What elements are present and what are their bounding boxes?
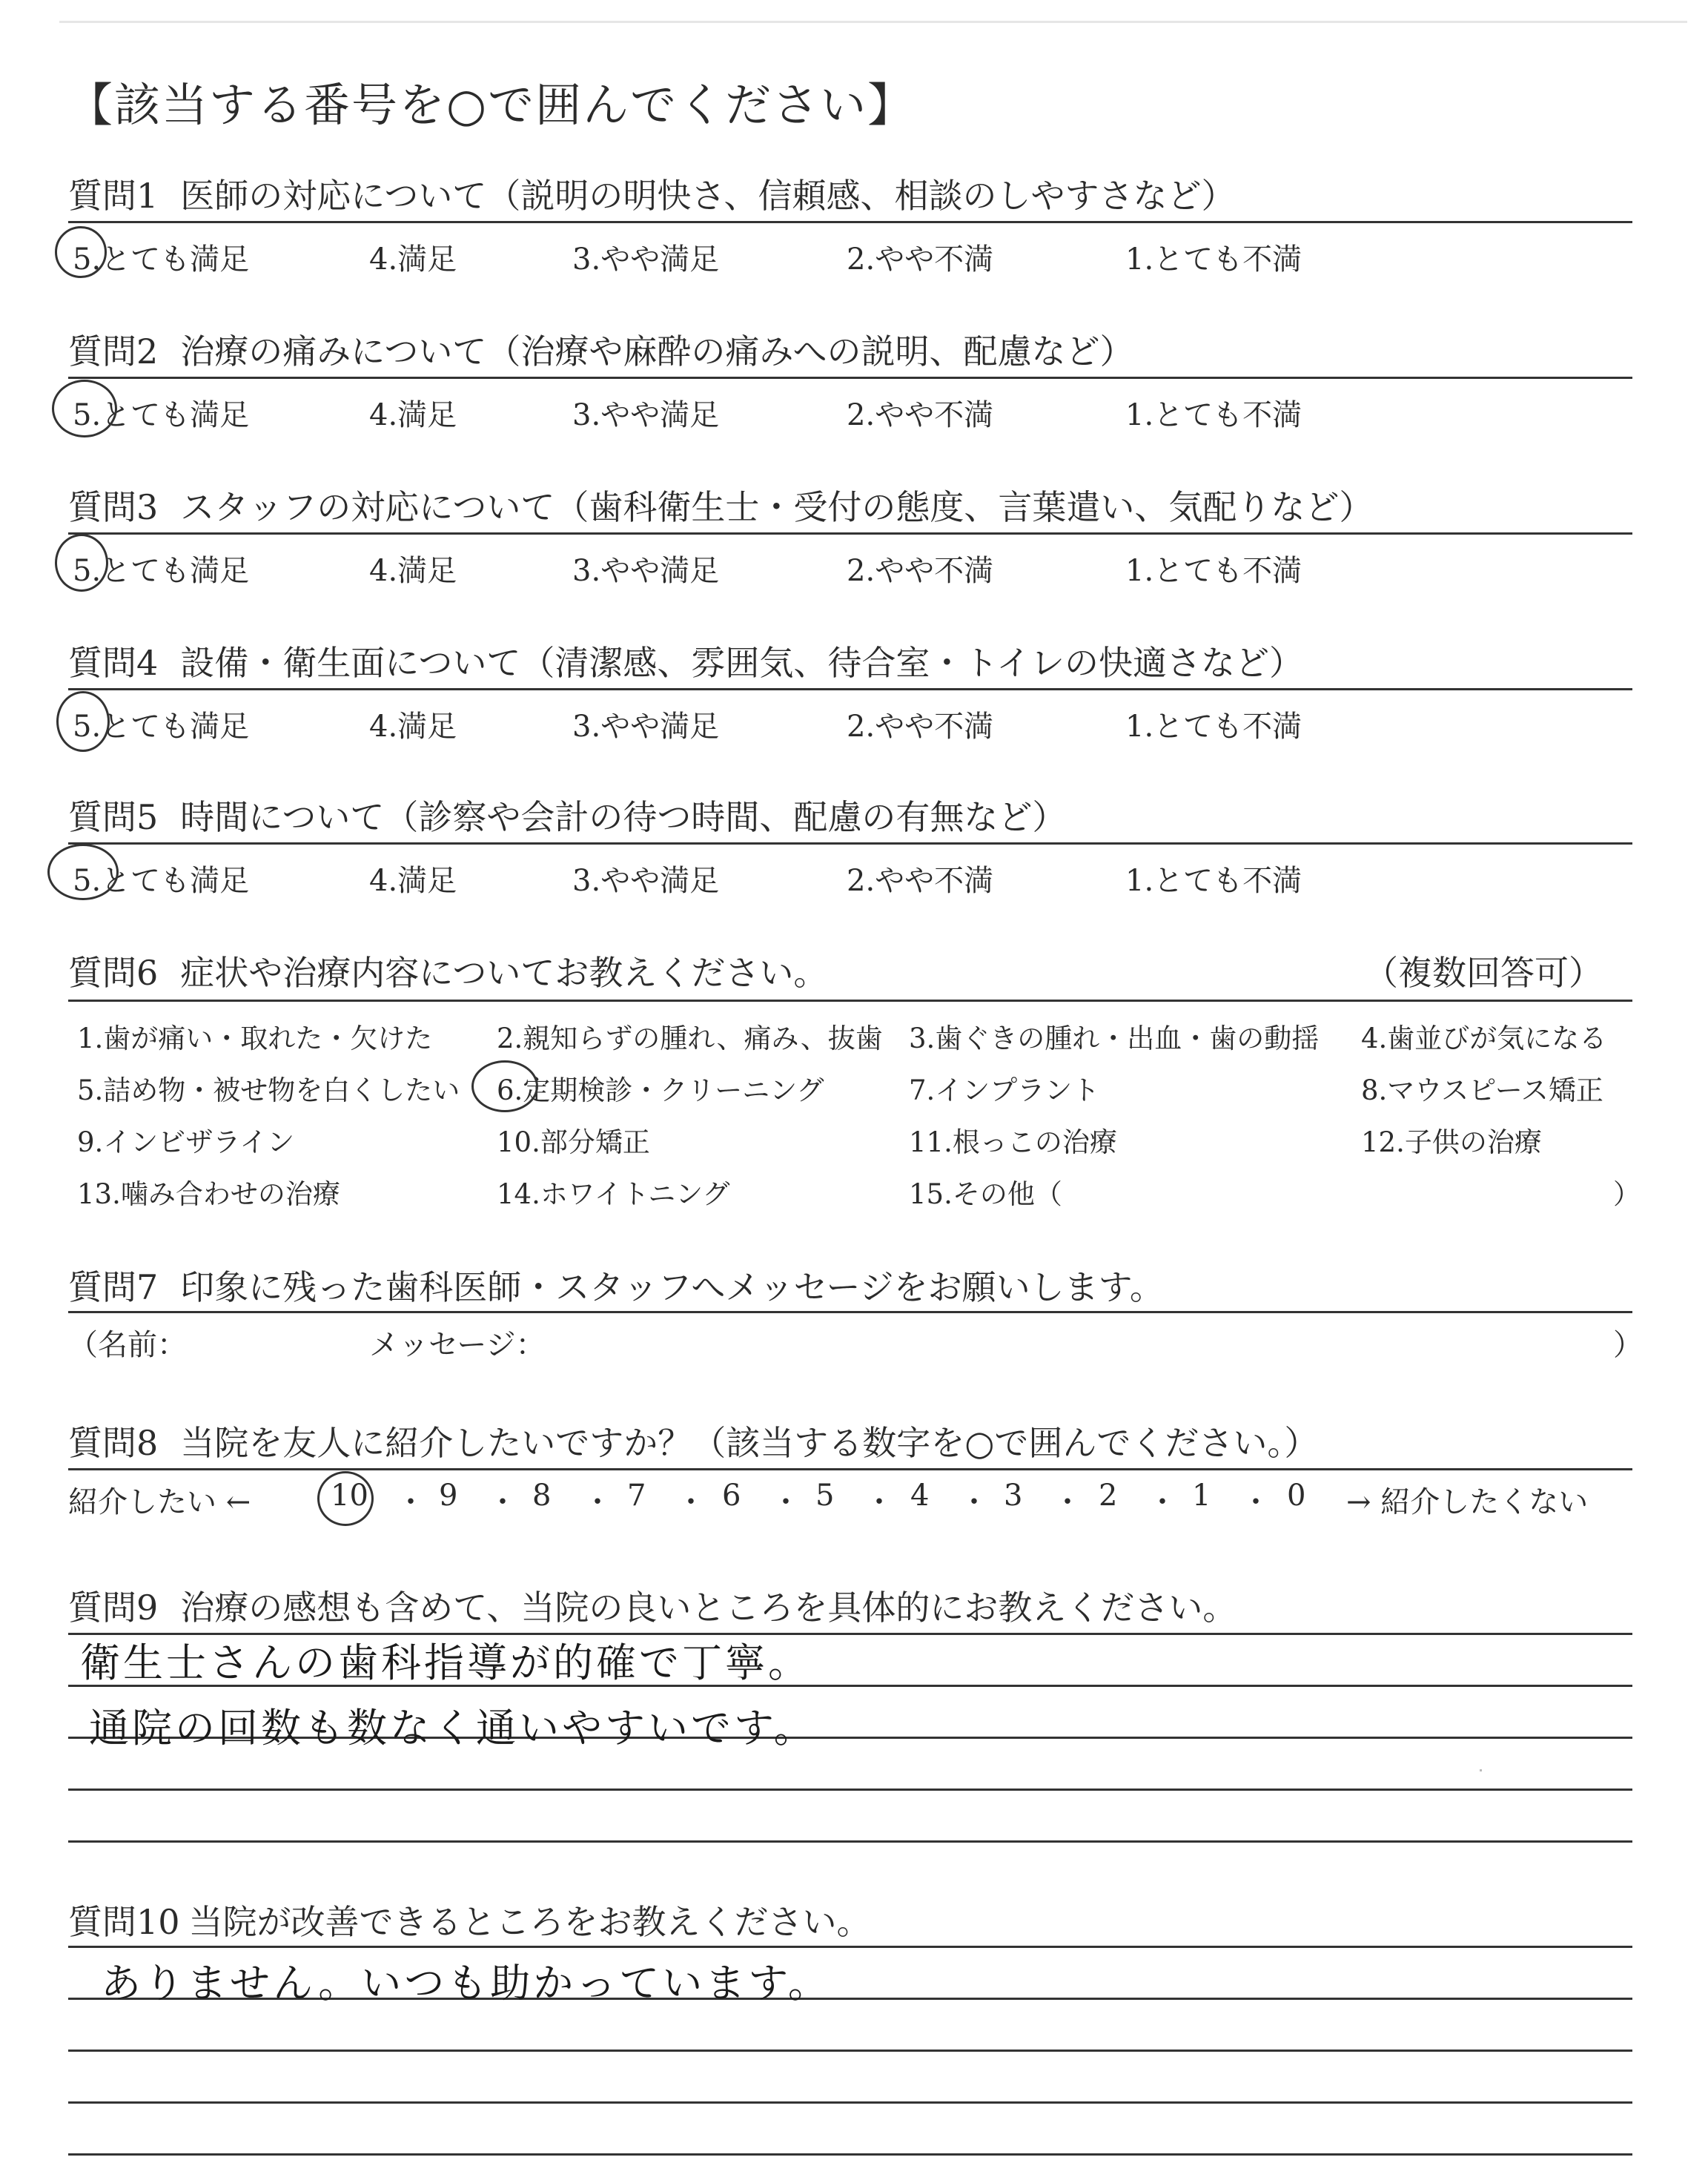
q1-selected-circle bbox=[55, 226, 107, 278]
question-number: 質問3 bbox=[68, 487, 159, 527]
question-6-title bbox=[68, 946, 827, 995]
q5-option-5[interactable]: 5.とても満足 bbox=[73, 864, 250, 898]
q2-option-5[interactable]: 5.とても満足 bbox=[73, 398, 250, 432]
q2-selected-circle bbox=[52, 380, 117, 437]
message-field-label[interactable]: メッセージ： bbox=[369, 1328, 546, 1362]
q2-option-1[interactable]: 1.とても不満 bbox=[1125, 398, 1302, 432]
scale-option-1[interactable]: 1 bbox=[1192, 1479, 1211, 1513]
question-number: 質問5 bbox=[68, 797, 159, 837]
q4-option-5[interactable]: 5.とても満足 bbox=[73, 710, 250, 744]
q6-option-2[interactable]: 2.親知らずの腫れ、痛み、抜歯 bbox=[497, 1023, 883, 1054]
q6-option-1[interactable]: 1.歯が痛い・取れた・欠けた bbox=[77, 1023, 433, 1054]
question-text: 医師の対応について（説明の明快さ、信頼感、相談のしやすさなど） bbox=[180, 176, 1236, 216]
scale-option-0[interactable]: 0 bbox=[1287, 1479, 1306, 1513]
scale-separator: ・ bbox=[488, 1485, 517, 1519]
question-rule bbox=[68, 1311, 1632, 1313]
question-text: 治療の痛みについて（治療や麻酔の痛みへの説明、配慮など） bbox=[180, 331, 1134, 371]
q5-selected-circle bbox=[47, 844, 119, 900]
q1-option-2[interactable]: 2.やや不満 bbox=[847, 242, 994, 277]
question-rule bbox=[68, 1468, 1632, 1470]
q4-selected-circle bbox=[56, 691, 110, 752]
answer-line bbox=[68, 1840, 1632, 1843]
scale-separator: ・ bbox=[396, 1485, 426, 1519]
question-number: 質問10 bbox=[68, 1902, 180, 1942]
question-rule bbox=[68, 221, 1632, 223]
question-8-title bbox=[68, 1416, 1318, 1465]
scale-separator: ・ bbox=[771, 1485, 801, 1519]
scale-option-10[interactable]: 10 bbox=[331, 1479, 368, 1513]
page-top-edge bbox=[59, 21, 1687, 23]
answer-line bbox=[68, 1946, 1632, 1948]
q1-option-4[interactable]: 4.満足 bbox=[369, 242, 457, 277]
message-close: ） bbox=[1613, 1328, 1643, 1362]
question-number: 質問9 bbox=[68, 1588, 159, 1628]
q6-option-6[interactable]: 6.定期検診・クリーニング bbox=[497, 1074, 824, 1106]
scale-separator: ・ bbox=[583, 1485, 612, 1519]
q9-handwritten-answer-line-2[interactable]: 通院の回数も数なく通いやすいです。 bbox=[89, 1705, 817, 1751]
q3-option-3[interactable]: 3.やや満足 bbox=[572, 554, 720, 588]
scale-separator: ・ bbox=[864, 1485, 894, 1519]
question-text: スタッフの対応について（歯科衛生士・受付の態度、言葉遣い、気配りなど） bbox=[180, 487, 1374, 527]
q6-option-11[interactable]: 11.根っこの治療 bbox=[909, 1126, 1117, 1158]
q3-selected-circle bbox=[55, 534, 108, 592]
question-10-title bbox=[68, 1895, 871, 1944]
question-rule bbox=[68, 688, 1632, 690]
q3-option-5[interactable]: 5.とても満足 bbox=[73, 554, 250, 588]
q3-option-2[interactable]: 2.やや不満 bbox=[847, 554, 994, 588]
scale-separator: ・ bbox=[1241, 1485, 1271, 1519]
q4-option-1[interactable]: 1.とても不満 bbox=[1125, 710, 1302, 744]
q2-option-2[interactable]: 2.やや不満 bbox=[847, 398, 994, 432]
q4-option-3[interactable]: 3.やや満足 bbox=[572, 710, 720, 744]
question-3-title bbox=[68, 480, 1373, 529]
q6-option-15[interactable]: 15.その他（ bbox=[909, 1178, 1062, 1210]
scale-separator: ・ bbox=[676, 1485, 706, 1519]
question-rule bbox=[68, 377, 1632, 379]
scale-option-4[interactable]: 4 bbox=[910, 1479, 930, 1513]
question-number: 質問7 bbox=[68, 1267, 159, 1307]
question-2-title bbox=[68, 325, 1133, 374]
q6-option-9[interactable]: 9.インビザライン bbox=[77, 1126, 295, 1158]
q6-option-4[interactable]: 4.歯並びが気になる bbox=[1361, 1023, 1607, 1054]
q6-option-12[interactable]: 12.子供の治療 bbox=[1361, 1126, 1542, 1158]
scale-option-8[interactable]: 8 bbox=[532, 1479, 552, 1513]
q6-option-8[interactable]: 8.マウスピース矯正 bbox=[1361, 1074, 1603, 1106]
question-text: 印象に残った歯科医師・スタッフへメッセージをお願いします。 bbox=[180, 1267, 1164, 1307]
q4-option-4[interactable]: 4.満足 bbox=[369, 710, 457, 744]
q5-option-2[interactable]: 2.やや不満 bbox=[847, 864, 994, 898]
question-5-title bbox=[68, 790, 1066, 839]
answer-line bbox=[68, 2050, 1632, 2052]
q4-option-2[interactable]: 2.やや不満 bbox=[847, 710, 994, 744]
question-text: 時間について（診察や会計の待つ時間、配慮の有無など） bbox=[180, 797, 1067, 837]
answer-line bbox=[68, 1789, 1632, 1791]
q2-option-3[interactable]: 3.やや満足 bbox=[572, 398, 720, 432]
question-7-title bbox=[68, 1261, 1164, 1309]
question-number: 質問4 bbox=[68, 643, 159, 683]
question-rule bbox=[68, 532, 1632, 535]
recommend-left-label: 紹介したい ← bbox=[68, 1485, 251, 1519]
multiple-answers-note: （複数回答可） bbox=[1364, 953, 1603, 993]
q5-option-3[interactable]: 3.やや満足 bbox=[572, 864, 720, 898]
answer-line bbox=[68, 2101, 1632, 2104]
q5-option-4[interactable]: 4.満足 bbox=[369, 864, 457, 898]
q9-handwritten-answer-line-1[interactable]: 衛生士さんの歯科指導が的確で丁寧。 bbox=[80, 1639, 811, 1686]
scale-option-2[interactable]: 2 bbox=[1099, 1479, 1118, 1513]
scale-option-7[interactable]: 7 bbox=[627, 1479, 646, 1513]
question-text: 治療の感想も含めて、当院の良いところを具体的にお教えください。 bbox=[180, 1588, 1237, 1628]
question-1-title bbox=[68, 169, 1236, 218]
question-number: 質問6 bbox=[68, 953, 159, 993]
q8-selected-circle bbox=[317, 1471, 374, 1526]
q3-option-4[interactable]: 4.満足 bbox=[369, 554, 457, 588]
scale-option-6[interactable]: 6 bbox=[722, 1479, 741, 1513]
answer-line bbox=[68, 2153, 1632, 2156]
q6-option-13[interactable]: 13.噛み合わせの治療 bbox=[77, 1178, 340, 1210]
q6-option-14[interactable]: 14.ホワイトニング bbox=[497, 1178, 730, 1210]
question-4-title bbox=[68, 636, 1303, 685]
q10-handwritten-answer[interactable]: ありません。いつも助かっています。 bbox=[101, 1960, 831, 2007]
question-text: 症状や治療内容についてお教えください。 bbox=[180, 953, 828, 993]
q5-option-1[interactable]: 1.とても不満 bbox=[1125, 864, 1302, 898]
question-rule bbox=[68, 1000, 1632, 1002]
q1-option-1[interactable]: 1.とても不満 bbox=[1125, 242, 1302, 277]
q1-option-3[interactable]: 3.やや満足 bbox=[572, 242, 720, 277]
question-text: 当院が改善できるところをお教えください。 bbox=[188, 1902, 871, 1942]
question-9-title bbox=[68, 1581, 1237, 1630]
question-text: 当院を友人に紹介したいですか？（該当する数字を○で囲んでください。） bbox=[180, 1423, 1319, 1463]
scale-option-5[interactable]: 5 bbox=[815, 1479, 835, 1513]
q6-selected-circle bbox=[471, 1060, 538, 1112]
question-number: 質問8 bbox=[68, 1423, 159, 1463]
question-text: 設備・衛生面について（清潔感、雰囲気、待合室・トイレの快適さなど） bbox=[180, 643, 1304, 683]
question-number: 質問2 bbox=[68, 331, 159, 371]
scale-option-3[interactable]: 3 bbox=[1004, 1479, 1023, 1513]
q6-option-7[interactable]: 7.インプラント bbox=[909, 1074, 1100, 1106]
name-field-label[interactable]: （名前： bbox=[68, 1328, 187, 1362]
question-number: 質問1 bbox=[68, 176, 159, 216]
scale-separator: ・ bbox=[959, 1485, 989, 1519]
q6-option-5[interactable]: 5.詰め物・被せ物を白くしたい bbox=[77, 1074, 460, 1106]
q1-option-5[interactable]: 5.とても満足 bbox=[73, 242, 250, 277]
q2-option-4[interactable]: 4.満足 bbox=[369, 398, 457, 432]
recommend-right-label: → 紹介したくない bbox=[1346, 1485, 1589, 1519]
q6-option-3[interactable]: 3.歯ぐきの腫れ・出血・歯の動揺 bbox=[909, 1023, 1320, 1054]
scale-separator: ・ bbox=[1148, 1485, 1177, 1519]
question-rule bbox=[68, 842, 1632, 845]
q6-option-15-close: ） bbox=[1613, 1178, 1641, 1210]
q6-option-10[interactable]: 10.部分矯正 bbox=[497, 1126, 650, 1158]
q3-option-1[interactable]: 1.とても不満 bbox=[1125, 554, 1302, 588]
form-instructions: 【該当する番号を○で囲んでください】 bbox=[67, 78, 916, 132]
scale-option-9[interactable]: 9 bbox=[439, 1479, 458, 1513]
scale-separator: ・ bbox=[1053, 1485, 1082, 1519]
scan-speck bbox=[1480, 1769, 1482, 1771]
